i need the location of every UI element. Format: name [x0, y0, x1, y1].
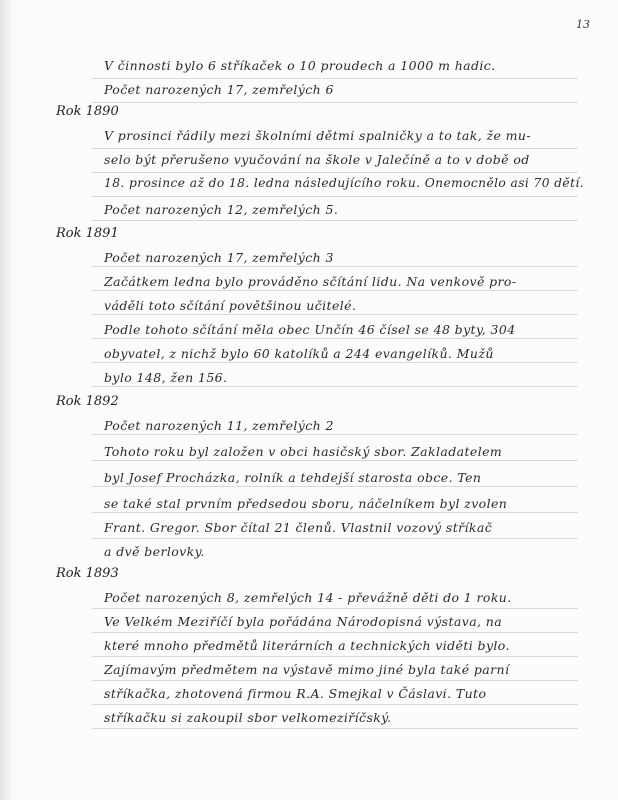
- year-heading: Rok 1893: [56, 566, 119, 581]
- ruled-line: [92, 512, 578, 513]
- ruled-line: [92, 386, 578, 387]
- text-line: stříkačka, zhotovená firmou R.A. Smejkal v Čáslavi. Tuto: [104, 686, 487, 701]
- year-heading: Rok 1890: [56, 104, 119, 119]
- text-line: V činnosti bylo 6 stříkaček o 10 proudech a 1000 m hadic.: [104, 58, 496, 73]
- text-line: Tohoto roku byl založen v obci hasičský sbor. Zakladatelem: [104, 444, 503, 459]
- ruled-line: [92, 102, 578, 103]
- ruled-line: [92, 338, 578, 339]
- text-line: obyvatel, z nichž bylo 60 katolíků a 244 evangelíků. Mužů: [104, 346, 494, 361]
- text-line: V prosinci řádily mezi školními dětmi spalničky a to tak, že mu-: [104, 128, 531, 143]
- ruled-line: [92, 656, 578, 657]
- text-line: bylo 148, žen 156.: [104, 370, 228, 385]
- text-line: 18. prosince až do 18. ledna následujícího roku. Onemocnělo asi 70 dětí.: [104, 176, 585, 190]
- ruled-line: [92, 220, 578, 221]
- text-line: Počet narozených 11, zemřelých 2: [104, 418, 334, 433]
- text-line: a dvě berlovky.: [104, 544, 205, 559]
- ruled-line: [92, 608, 578, 609]
- ruled-line: [92, 362, 578, 363]
- text-line: selo být přerušeno vyučování na škole v Jalečíně a to v době od: [104, 152, 530, 167]
- ruled-line: [92, 314, 578, 315]
- ruled-line: [92, 680, 578, 681]
- text-line: stříkačku si zakoupil sbor velkomeziříčský.: [104, 710, 392, 725]
- ruled-line: [92, 196, 578, 197]
- text-line: váděli toto sčítání povětšinou učitelé.: [104, 298, 357, 313]
- ruled-line: [92, 266, 578, 267]
- ruled-line: [92, 704, 578, 705]
- text-line: Počet narozených 8, zemřelých 14 - převážně děti do 1 roku.: [104, 590, 512, 605]
- ruled-line: [92, 728, 578, 729]
- year-heading: Rok 1892: [56, 394, 119, 409]
- page-number: 13: [576, 18, 590, 31]
- year-heading: Rok 1891: [56, 226, 119, 241]
- ruled-line: [92, 632, 578, 633]
- text-line: Frant. Gregor. Sbor čítal 21 členů. Vlastnil vozový stříkač: [104, 520, 493, 535]
- text-line: Počet narozených 17, zemřelých 3: [104, 250, 334, 265]
- text-line: se také stal prvním předsedou sboru, náčelníkem byl zvolen: [104, 496, 508, 511]
- text-line: byl Josef Procházka, rolník a tehdejší starosta obce. Ten: [104, 470, 482, 485]
- text-line: Začátkem ledna bylo prováděno sčítání lidu. Na venkově pro-: [104, 274, 517, 289]
- ruled-line: [92, 78, 578, 79]
- text-line: Podle tohoto sčítání měla obec Unčín 46 čísel se 48 byty, 304: [104, 322, 516, 337]
- ruled-line: [92, 486, 578, 487]
- ruled-line: [92, 460, 578, 461]
- ruled-line: [92, 148, 578, 149]
- ruled-line: [92, 172, 578, 173]
- ruled-line: [92, 538, 578, 539]
- ruled-line: [92, 434, 578, 435]
- text-line: Ve Velkém Meziříčí byla pořádána Národopisná výstava, na: [104, 614, 503, 629]
- ruled-line: [92, 290, 578, 291]
- text-line: Počet narozených 12, zemřelých 5.: [104, 202, 339, 217]
- text-line: Zajímavým předmětem na výstavě mimo jiné byla také parní: [104, 662, 510, 677]
- text-line: které mnoho předmětů literárních a technických viděti bylo.: [104, 638, 510, 653]
- text-line: Počet narozených 17, zemřelých 6: [104, 82, 334, 97]
